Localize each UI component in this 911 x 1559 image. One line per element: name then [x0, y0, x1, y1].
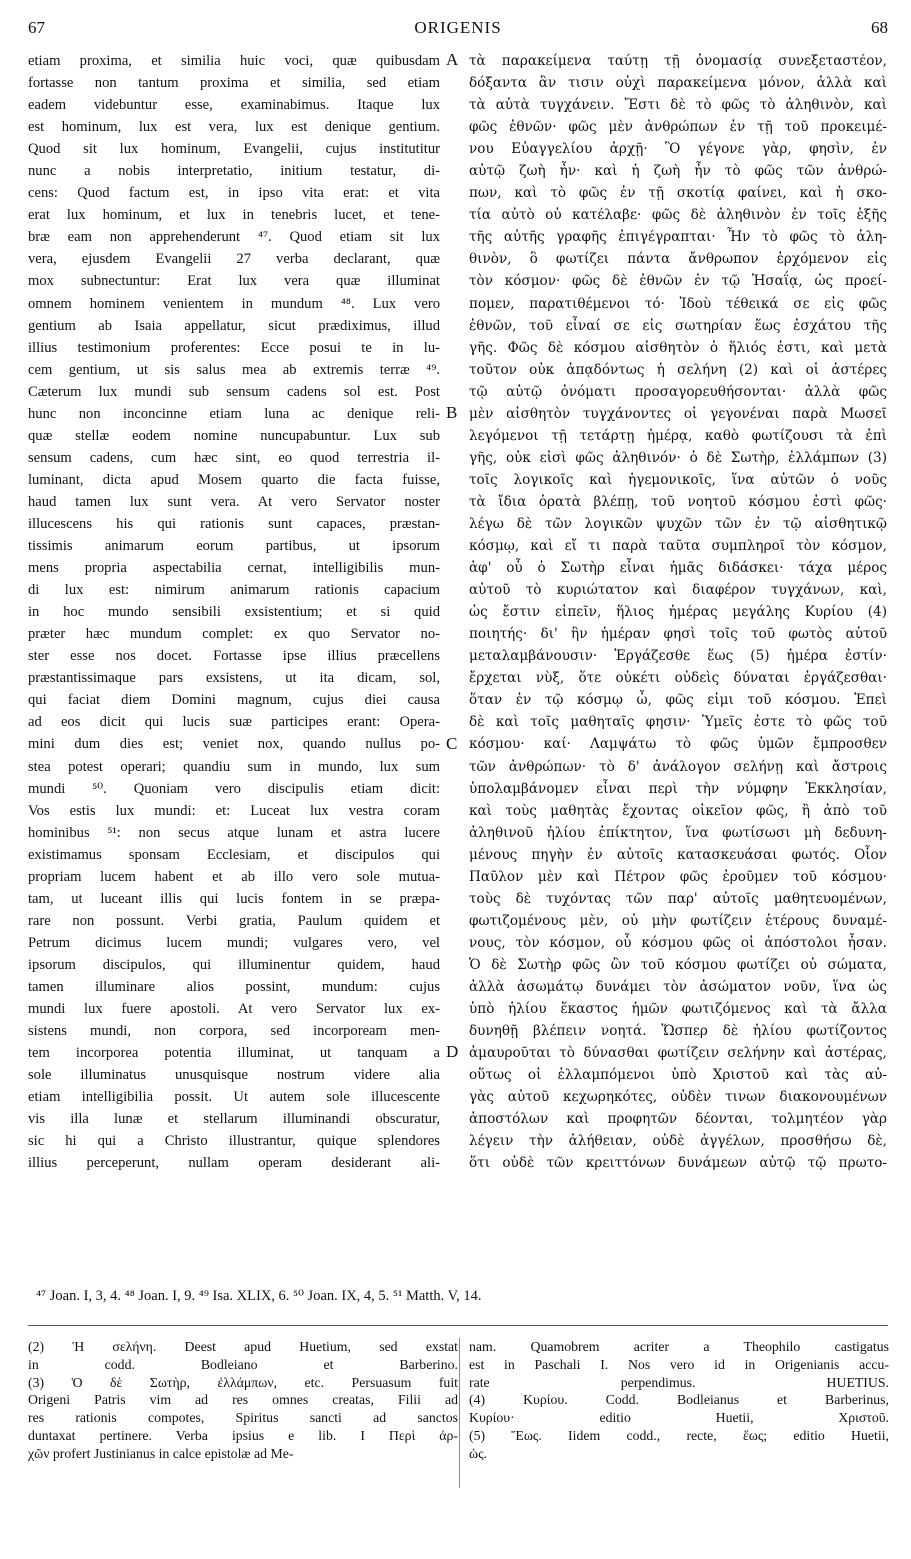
- greek-text-line: ἀλλὰ ἀσωμάτῳ δυνάμει τὸν ἀσώματον νοῦν, ἵνα ὡς: [469, 978, 887, 995]
- latin-text-line: luminant, dicta apud Mosem quarto die facta fuisse,: [28, 471, 440, 488]
- greek-text-line: κόσμου· καί· Λαμψάτω τὸ φῶς ὑμῶν ἔμπροσθεν: [469, 736, 887, 753]
- latin-text-line: cem gentium, ut sis salus mea ab extremis terræ ⁴⁹.: [28, 361, 440, 378]
- greek-text-line: καὶ τοὺς μαθητὰς ἔχοντας οἰκεῖον φῶς, ἢ ἀπὸ τοῦ: [469, 802, 887, 819]
- greek-text-line: αὐτοῦ τὸ κυριώτατον καὶ διαφέρον τυγχάνων, καὶ,: [469, 582, 887, 599]
- page-number-right: 68: [871, 18, 888, 37]
- note-line: nam. Quamobrem acriter a Theophilo castigatus: [469, 1339, 889, 1354]
- footnote-rule: [28, 1325, 888, 1326]
- greek-text-line: κόσμῳ, καὶ εἴ τι παρὰ ταῦτα συμπληροῖ τὸν κόσμον,: [469, 538, 887, 555]
- latin-text-line: rare non possunt. Verbi gratia, Paulum quidem et: [28, 912, 440, 929]
- greek-text-line: τῷ αὐτῷ ὀνόματι προσαγορευθήσονται· ἀλλὰ φῶς: [469, 383, 887, 400]
- greek-text-line: αὐτῷ ζωὴ ἦν· καὶ ἡ ζωὴ ἦν τὸ φῶς τῶν ἀνθρώ-: [469, 163, 887, 180]
- note-line: duntaxat pertinere. Verba ipsius e lib. I Περὶ ἀρ-: [28, 1427, 458, 1443]
- latin-text-line: etiam proxima, et similia huic voci, quæ quibusdam: [28, 53, 440, 69]
- greek-text-line: ὅτι οὐδὲ τῶν κρειττόνων δυνάμεων αὐτῷ τῷ πρωτο-: [469, 1155, 887, 1172]
- greek-text-line: Ὁ δὲ Σωτὴρ φῶς ὢν τοῦ κόσμου φωτίζει οὐ σώματα,: [469, 956, 887, 973]
- latin-text-line: Quod sit lux hominum, Evangelii, cujus institutitur: [28, 141, 440, 158]
- note-line: est in Paschali I. Nos vero id in Origenianis accu-: [469, 1356, 889, 1372]
- latin-text-line: sistens mundi, non corpora, sed incorpoream men-: [28, 1023, 440, 1040]
- greek-text-line: τὰ παρακείμενα ταύτῃ τῇ ὀνομασίᾳ συνεξεταστέον,: [469, 53, 887, 69]
- latin-text-line: mens propria aspectabilia cernat, intelligibilis mun-: [28, 560, 440, 577]
- notes-left-column: [28, 1338, 458, 1463]
- latin-text-line: quæ stellæ eodem nomine nuncupabuntur. Lux sub: [28, 427, 440, 444]
- latin-text-line: tam, ut luceant illis qui lucis fontem in se præpa-: [28, 890, 440, 907]
- latin-text-line: ipsorum discipulos, qui illuminentur quidem, haud: [28, 956, 440, 973]
- note-line: (3) Ὁ δὲ Σωτὴρ, ἐλλάμπων, etc. Persuasum fuit: [28, 1374, 458, 1390]
- running-title: ORIGENIS: [414, 18, 502, 37]
- section-marker: A: [446, 50, 459, 69]
- greek-text-line: τῶν ἀνθρώπων· τὸ δ' ἀνάλογον σελήνῃ καὶ ἄστροις: [469, 758, 887, 775]
- note-line: ὡς.: [469, 1445, 487, 1461]
- greek-text-line: ἀμαυροῦται τὸ δύνασθαι φωτίζειν σελήνην καὶ ἀστέρας,: [469, 1045, 887, 1062]
- latin-text-line: mox subnectuntur: Erat lux vera quæ illuminat: [28, 273, 440, 290]
- greek-text-line: μὲν αἰσθητὸν τυγχάνοντες οἱ γεγονέναι παρὰ Μωσεῖ: [469, 405, 887, 422]
- greek-text-line: οὕτως οἱ ἐλλαμπόμενοι ὑπὸ Χριστοῦ καὶ τὰς αὐ-: [469, 1067, 887, 1084]
- latin-text-line: di lux est: nimirum animarum rationis capacium: [28, 582, 440, 599]
- latin-text-line: mundi ⁵⁰. Quoniam vero discipulis etiam dicit:: [28, 780, 440, 797]
- greek-text-line: νου Εὐαγγελίου ἀρχῇ· Ὃ γέγονε γὰρ, φησὶν, ἐν: [469, 141, 887, 158]
- greek-text-line: ποιητής· δι' ἣν ἡμέραν φησὶ τοῖς τοῦ φωτὸς αὐτοῦ: [469, 626, 887, 643]
- greek-text-line: τοὺς δὲ τυχόντας τῶν παρ' αὐτοῖς μαθητευομένων,: [469, 890, 887, 907]
- latin-text-line: bræ eam non apprehenderunt ⁴⁷. Quod etiam sit lux: [28, 229, 440, 246]
- section-marker: D: [446, 1042, 459, 1062]
- latin-text-line: in hoc mundo sensibili exsistentium; et si quid: [28, 604, 440, 621]
- greek-text-line: ὅταν ἐν τῷ κόσμῳ ὦ, φῶς εἰμι τοῦ κόσμου. Ἐπεὶ: [469, 692, 887, 709]
- latin-text-line: ad eos dicit qui lucis suæ participes erant: Opera-: [28, 714, 440, 731]
- note-line: rate perpendimus. HUETIUS.: [469, 1374, 889, 1390]
- latin-text-line: haud tamen lux sunt vera. At vero Servator noster: [28, 493, 440, 510]
- latin-text-line: cens: Quod factum est, in ipso vita erat: et vita: [28, 185, 440, 202]
- running-header: [28, 14, 888, 42]
- latin-text-line: etiam intelligibilia possit. Ut autem sole illucescente: [28, 1089, 440, 1106]
- latin-text-line: qui faciat diem Domini magnum, cujus diei causa: [28, 692, 440, 709]
- note-line: Κυρίου· editio Huetii, Χριστοῦ.: [469, 1410, 889, 1426]
- greek-text-line: ἀφ' οὗ ὁ Σωτὴρ εἶναι ἡμᾶς διδάσκει· τάχα μέρος: [469, 560, 887, 577]
- greek-text-line: πων, καὶ τὸ φῶς ἐν τῇ σκοτίᾳ φαίνει, καὶ ἡ σκο-: [469, 185, 887, 202]
- greek-text-line: δυνηθῇ βλέπειν νοητά. Ὥσπερ δὲ ἡλίου φωτίζοντος: [469, 1023, 887, 1040]
- greek-text-line: πομεν, παρατιθέμενοι τό· Ἰδοὺ τέθεικά σε εἰς φῶς: [469, 295, 887, 312]
- latin-text-line: vis illa lunæ et stellarum illuminandi obscuratur,: [28, 1111, 440, 1128]
- greek-text-line: ἐθνῶν, τοῦ εἶναί σε εἰς σωτηρίαν ἕως ἐσχάτου τῆς: [469, 317, 887, 334]
- latin-text-line: eadem videbuntur esse, examinabimus. Itaque lux: [28, 97, 440, 114]
- latin-text-line: tissimis animarum eorum partibus, ut ipsorum: [28, 538, 440, 555]
- greek-text-line: λέγειν τὴν ἀλήθειαν, οὐδὲ ἀγγέλων, προσθήσω δὲ,: [469, 1133, 887, 1150]
- greek-text-line: νους, τὸν κόσμον, οὗ κόσμου φῶς οἱ ἀπόστολοι ἦσαν.: [469, 934, 887, 951]
- notes-right-column: [469, 1338, 889, 1463]
- greek-column: [469, 50, 887, 1174]
- greek-text-line: τὰ αὐτὰ τυγχάνειν. Ἔστι δὲ τὸ φῶς τὸ ἀληθινὸν, καὶ: [469, 97, 887, 114]
- latin-text-line: fortasse non tantum proxima et similia, sed etiam: [28, 75, 440, 92]
- latin-text-line: vera, ejusdem Evangelii 27 verba declarant, quæ: [28, 251, 440, 268]
- note-line: (4) Κυρίου. Codd. Bodleianus et Barberinus,: [469, 1392, 889, 1408]
- greek-text-line: ὡς ἔστιν εἰπεῖν, ἥλιος ἡμέρας μεγάλης Κυρίου (4): [469, 604, 887, 621]
- latin-text-line: sole illuminatus unusquisque nostrum videre alia: [28, 1067, 440, 1084]
- latin-text-line: sensum cadens, cum hæc sint, eo quod terrestria il-: [28, 449, 440, 466]
- latin-text-line: nunc a nobis interpretatio, initium testatur, di-: [28, 163, 440, 180]
- note-line: χῶν profert Justinianus in calce epistolæ ad Me-: [28, 1445, 294, 1461]
- greek-text-line: τία αὐτὸ οὐ κατέλαβε· φῶς δὲ ἀληθινὸν ἐν τοῖς ἑξῆς: [469, 207, 887, 224]
- greek-text-line: θινὸν, ὃ φωτίζει πάντα ἄνθρωπον ἐρχόμενον εἰς: [469, 251, 887, 268]
- section-marker: B: [446, 402, 458, 422]
- greek-text-line: τῆς αὐτῆς γραφῆς ἐπιγέγραπται· Ἦν τὸ φῶς τὸ ἀλη-: [469, 229, 887, 246]
- latin-text-line: existimamus sponsam Ecclesiam, et discipulos qui: [28, 846, 440, 863]
- latin-column: [28, 50, 440, 1174]
- greek-text-line: ὑπὸ ἡλίου ἕκαστος ἡμῶν φωτιζόμενος καὶ τὰ ἄλλα: [469, 1001, 887, 1018]
- note-line: in codd. Bodleiano et Barberino.: [28, 1356, 458, 1372]
- page-number-left: 67: [28, 18, 45, 37]
- latin-text-line: sic hi qui a Christo illustrantur, quique splendores: [28, 1133, 440, 1150]
- latin-text-line: gentium ab Isaia appellatur, sicut prædiximus, illud: [28, 317, 440, 334]
- latin-text-line: præter hæc mundum complet: ex quo Servator no-: [28, 626, 440, 643]
- latin-text-line: omnem hominem venientem in mundum ⁴⁸. Lux vero: [28, 295, 440, 312]
- note-line: res rationis compotes, Spiritus sancti ad sanctos: [28, 1410, 458, 1426]
- greek-text-line: ἀληθινοῦ ἡλίου ἐπίκτητον, ἵνα φωτίσωσι μὴ δεδυνη-: [469, 824, 887, 841]
- latin-text-line: erat lux hominum, et lux in tenebris lucet, et tene-: [28, 207, 440, 224]
- greek-text-line: ἀποστόλων καὶ προφητῶν δέονται, τολμητέον γὰρ: [469, 1111, 887, 1128]
- greek-text-line: φῶς ἐθνῶν· φῶς μὲν ἀνθρώπων ἐν τῇ τοῦ προκειμέ-: [469, 119, 887, 136]
- latin-text-line: mundi lux fuere apostoli. At vero Servator lux ex-: [28, 1001, 440, 1018]
- latin-text-line: hunc non inconcinne etiam luna ac denique reli-: [28, 405, 440, 422]
- latin-text-line: mini dum dies est; veniet nox, quando nullus po-: [28, 736, 440, 753]
- greek-text-line: δόξαντα ἂν τισιν οὐχὶ παρακείμενα μόνον, ἀλλὰ καὶ: [469, 75, 887, 92]
- greek-text-line: γὰς αὐτοῦ κεχωρηκότες, οὐδὲν τινων διακονουμένων: [469, 1089, 887, 1106]
- note-line: (2) Ἡ σελήνη. Deest apud Huetium, sed exstat: [28, 1339, 458, 1354]
- latin-text-line: propriam lucem habent et ab illo vero sole mutua-: [28, 868, 440, 885]
- latin-text-line: illius testimonium proferentes: Ecce posui te in lu-: [28, 339, 440, 356]
- greek-text-line: μένους πηγὴν ἐν αὐτοῖς κατασκευάσαι φωτός. Οἷον: [469, 846, 887, 863]
- latin-text-line: est hominum, lux est vera, lux est denique gentium.: [28, 119, 440, 136]
- latin-text-line: stea potest operari; quandiu sum in mundo, lux sum: [28, 758, 440, 775]
- latin-text-line: Petrum dicimus lucem mundi; vulgares vero, vel: [28, 934, 440, 951]
- greek-text-line: γῆς, οὐκ εἰσὶ φῶς ἀληθινόν· ὁ δὲ Σωτὴρ, ἐλλάμπων (3): [469, 449, 887, 466]
- latin-text-line: ster esse nos docet. Fortasse ipse illius præcellens: [28, 648, 440, 665]
- greek-text-line: Παῦλον μὲν καὶ Πέτρον φῶς ἐροῦμεν τοῦ κόσμου·: [469, 868, 887, 885]
- latin-text-line: præstantissimaque pars exsistens, ut ita dicam, sol,: [28, 670, 440, 687]
- greek-text-line: τὰ ἴδια ὁρατὰ βλέπῃ, τοῦ νοητοῦ κόσμου ἐστὶ φῶς·: [469, 493, 887, 510]
- notes-divider: [459, 1338, 460, 1488]
- section-marker: C: [446, 733, 458, 753]
- note-line: Origeni Patris vim ad res omnes creatas, Filii ad: [28, 1392, 458, 1408]
- latin-text-line: Vos estis lux mundi: et: Luceat lux vestra coram: [28, 802, 440, 819]
- scripture-references: ⁴⁷ Joan. I, 3, 4. ⁴⁸ Joan. I, 9. ⁴⁹ Isa. XLIX, 6. ⁵⁰ Joan. IX, 4, 5. ⁵¹ Matth. V, 14.: [36, 1288, 482, 1304]
- greek-text-line: τοῖς λογικοῖς καὶ ἡγεμονικοῖς, ἵνα αὐτῶν ὁ νοῦς: [469, 471, 887, 488]
- greek-text-line: λέγω δὲ τῶν λογικῶν ψυχῶν τῶν ἐν τῷ αἰσθητικῷ: [469, 515, 887, 532]
- greek-text-line: δὲ καὶ τοῖς μαθηταῖς φησιν· Ὑμεῖς ἐστε τὸ φῶς τοῦ: [469, 714, 887, 731]
- latin-text-line: tem incorporea potentia illuminat, ut tanquam a: [28, 1045, 440, 1062]
- greek-text-line: ὑπολαμβάνομεν εἶναι περὶ τὴν νύμφην Ἐκκλησίαν,: [469, 780, 887, 797]
- latin-text-line: Cæterum lux mundi sub sensum cadens sol est. Post: [28, 383, 440, 400]
- latin-text-line: hominibus ⁵¹: non secus atque lunam et astra lucere: [28, 824, 440, 841]
- greek-text-line: τοῦτον οὐκ ἀπᾳδόντως ἡ σελήνη (2) καὶ οἱ ἀστέρες: [469, 361, 887, 378]
- greek-text-line: γῆς. Φῶς δὲ κόσμου αἰσθητὸν ὁ ἥλιός ἐστι, καὶ μετὰ: [469, 339, 887, 356]
- greek-text-line: ἔρχεται νὺξ, ὅτε οὐκέτι οὐδεὶς δύναται ἐργάζεσθαι·: [469, 670, 887, 687]
- greek-text-line: λεγόμενοι τῇ τετάρτῃ ἡμέρᾳ, καθὸ φωτίζουσι τὰ ἐπὶ: [469, 427, 887, 444]
- note-line: (5) Ἕως. Iidem codd., recte, ἕως; editio Huetii,: [469, 1427, 889, 1443]
- greek-text-line: φωτιζομένους μὲν, οὐ μὴν φωτίζειν ἑτέρους δυναμέ-: [469, 912, 887, 929]
- latin-text-line: illius perceperunt, nullam operam desiderant ali-: [28, 1155, 440, 1172]
- latin-text-line: illucescens his qui rationis sunt capaces, præstan-: [28, 515, 440, 532]
- greek-text-line: μεταλαμβάνουσιν· Ἐργάζεσθε ἕως (5) ἡμέρα ἐστίν·: [469, 648, 887, 665]
- latin-text-line: tamen illuminare alios possint, mundum: cujus: [28, 978, 440, 995]
- greek-text-line: τὸν κόσμον· φῶς δὲ ἐθνῶν ἐν τῷ Ἠσαΐᾳ, ὡς προεί-: [469, 273, 887, 290]
